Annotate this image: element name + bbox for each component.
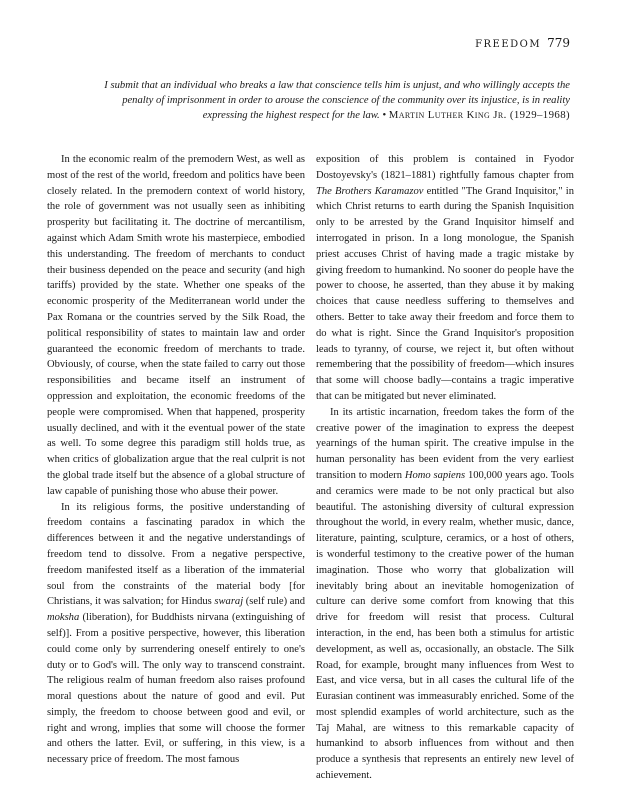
epigraph [100, 78, 570, 123]
paragraph: exposition of this problem is contained in Fyodor Dostoyevsky's (1821–1881) rightfully famous chapter from The Brothers Karamazov entitled "The Grand Inquisitor," in which Christ returns to earth during the Spanish Inquisition only to be arrested by the Grand Inquisitor himself and interrogated in prison. In a long monologue, the Spanish priest accuses Christ of having made a tragic mistake by giving freedom to humankind. No sooner do people have the power to choose, he asserted, than they abuse it by making choices that cause needless suffering to themselves and others. Better to take away their freedom and force them to do what is right. Since the Grand Inquisitor's proposition leads to tyranny, of course, we reject it, but often without remembering that the possibility of freedom—which insures that some will choose badly—contains a tragic imperative that can be mitigated but never eliminated. [316, 154, 574, 402]
paragraph: In its artistic incarnation, freedom takes the form of the creative power of the imagination to express the deepest yearnings of the human spirit. The creative impulse in the human personality has been evident from the very earliest transition to modern Homo sapiens 100,000 years ago. Tools and ceramics were made to be not only practical but also beautiful. The astonishing diversity of cultural expression throughout the world, in every realm, whether music, dance, literature, painting, sculpture, ceramics, or a host of others, is wonderful testimony to the creative power of the human imagination. Those who worry that globalization will inevitably bring about an inevitable homogenization of culture can derive some comfort from knowing that this drive for freedom will resist that process. Cultural interaction, in the end, has been both a stimulus for artistic development, as well as, occasionally, an obstacle. The Silk Road, for example, brought many influences from West to East, and vice versa, but in all cases the cultural life of the Eurasian continent was immeasurably enriched. Some of the most splendid examples of world architecture, such as the Taj Mahal, are witness to this remarkable capacity of humankind to absorb influences from without and then produce a synthesis that represents an entirely new level of achievement. [316, 406, 575, 782]
running-head [475, 36, 570, 50]
left-column [47, 152, 305, 768]
section-title: FREEDOM [475, 39, 542, 50]
term-swaraj: swaraj [214, 596, 244, 608]
term-moksha: moksha [47, 612, 80, 624]
epigraph-quote: I submit that an individual who breaks a law that conscience tells him is unjust, and who willingly accepts the penalty of imprisonment in order to arouse the conscience of the community over its injustice, is in reality expressing the highest respect for the law. [104, 80, 570, 121]
paragraph: In the economic realm of the premodern West, as well as most of the rest of the world, freedom and politics have been closely related. In the premodern context of world history, the role of government was not usually seen as inhibiting prosperity but facilitating it. The doctrine of mercantilism, against which Adam Smith wrote his masterpiece, embodied this understanding. The freedom of merchants to conduct their business depended on the peace and security (and high tariffs) provided by the state. Whether one speaks of the economic prosperity of the Mediterranean world under the Pax Romana or the countries served by the Silk Road, the political responsibility of states to maintain law and order guaranteed the economic freedom of merchants to trade. Obviously, of course, when the state failed to carry out those responsibilities and became itself an instrument of oppression and exploitation, the economic freedoms of the people were compromised. When that happened, prosperity usually declined, and with it the eventual power of the state as well. To some degree this paradigm still holds true, as when critics of globalization argue that the real culprit is not the global trade itself but the absence of a global structure of law capable of punishing those who abuse their power. [47, 154, 305, 497]
paragraph: In its religious forms, the positive understanding of freedom contains a fascinating paradox in which the differences between it and the negative understandings of freedom tend to dissolve. From a negative perspective, freedom manifested itself as a liberation of the immaterial soul from the constraints of the material body [for Christians, it was salvation; for Hindus swaraj (self rule) and moksha (liberation), for Buddhists nirvana (extinguishing of self)]. From a positive perspective, however, this liberation could come only by surrendering oneself entirely to one's duty or to God's will. The only way to transcend constraint. The religious realm of human freedom also raises profound moral questions about the nature of good and evil. Put simply, the freedom to choose between good and evil, or right and wrong, implies that some will choose the former and others the latter. Evil, or suffering, in this view, is a necessary price of freedom. The most famous [47, 501, 305, 766]
epigraph-bullet: • [382, 110, 387, 121]
page-number: 779 [547, 36, 570, 50]
epigraph-attribution: Martin Luther King Jr. (1929–1968) [388, 109, 570, 121]
species-name: Homo sapiens [404, 469, 466, 481]
right-column [316, 152, 574, 784]
book-title: The Brothers Karamazov [316, 185, 424, 197]
